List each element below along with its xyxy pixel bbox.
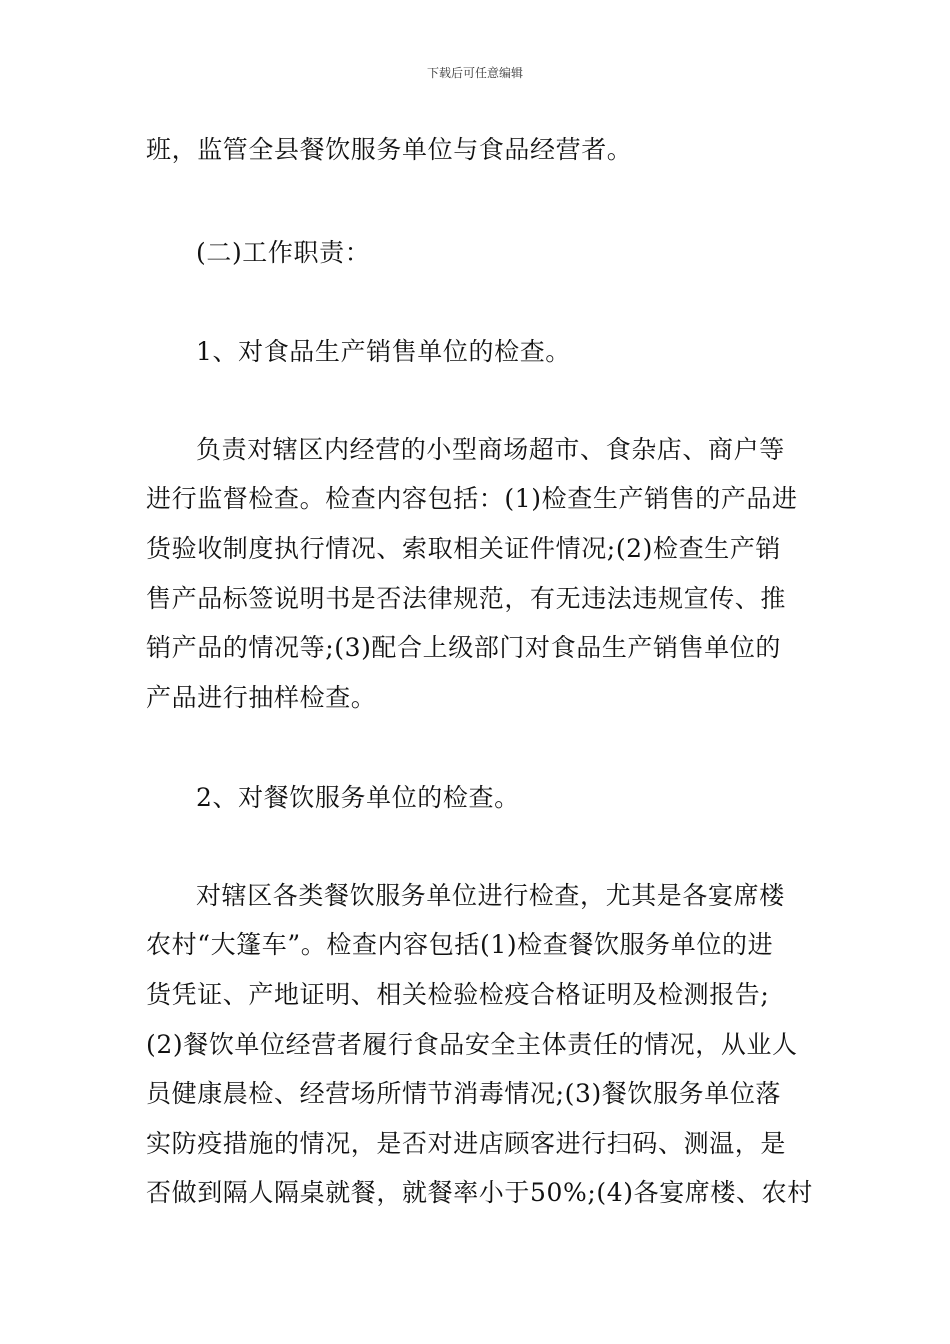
text-line: 售产品标签说明书是否法律规范，有无违法违规宣传、推	[146, 584, 787, 613]
text-line: 实防疫措施的情况，是否对进店顾客进行扫码、测温，是	[146, 1129, 787, 1158]
text-line: 进行监督检查。检查内容包括：(1)检查生产销售的产品进	[146, 484, 798, 513]
text-line: (2)餐饮单位经营者履行食品安全主体责任的情况，从业人	[146, 1030, 798, 1059]
text-line: 员健康晨检、经营场所情节消毒情况;(3)餐饮服务单位落	[146, 1079, 782, 1108]
text-line: 货验收制度执行情况、索取相关证件情况;(2)检查生产销	[146, 534, 782, 563]
text-line: 农村“大篷车”。检查内容包括(1)检查餐饮服务单位的进	[146, 930, 774, 959]
paragraph-first-line: 对辖区各类餐饮服务单位进行检查，尤其是各宴席楼	[196, 881, 785, 910]
text-line: 产品进行抽样检查。	[146, 683, 377, 712]
text-line: 班，监管全县餐饮服务单位与食品经营者。	[146, 135, 633, 164]
page-header-note: 下载后可任意编辑	[426, 66, 523, 80]
subsection-heading: 2、对餐饮服务单位的检查。	[196, 783, 520, 812]
text-line: 货凭证、产地证明、相关检验检疫合格证明及检测报告;	[146, 980, 770, 1009]
subsection-heading: 1、对食品生产销售单位的检查。	[196, 337, 571, 366]
text-line: 销产品的情况等;(3)配合上级部门对食品生产销售单位的	[146, 633, 782, 662]
paragraph-first-line: 负责对辖区内经营的小型商场超市、食杂店、商户等	[196, 435, 785, 464]
section-heading: (二)工作职责：	[196, 238, 371, 267]
text-line: 否做到隔人隔桌就餐，就餐率小于50%;(4)各宴席楼、农村	[146, 1178, 813, 1207]
